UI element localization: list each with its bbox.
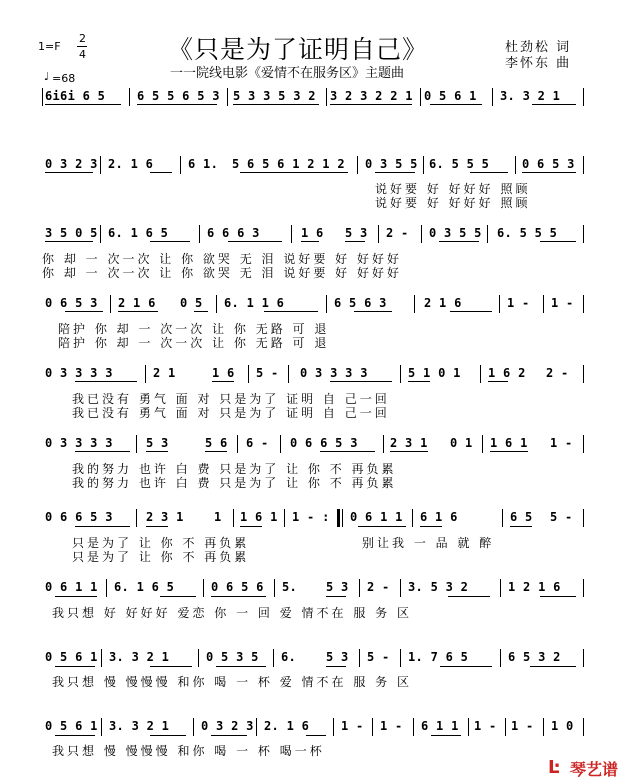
measure: 6 1 6 bbox=[420, 510, 458, 524]
measure: 3 2 3 2 2 1 bbox=[330, 89, 413, 103]
lyric-line-2: 陪护 你 却 一 次一次 让 你 无路 可 退 bbox=[58, 336, 330, 350]
measure: 1 6 1 bbox=[490, 436, 528, 450]
measure: 0 6 6 5 3 bbox=[290, 436, 358, 450]
measure: 1 - bbox=[341, 719, 364, 733]
measure: 2 1 6 bbox=[118, 296, 156, 310]
measure: 3 5 0 5 bbox=[45, 226, 98, 240]
measure: 5 3 bbox=[326, 650, 349, 664]
measure: 0 3 5 5 bbox=[365, 157, 418, 171]
measure: 0 3 2 3 bbox=[201, 719, 254, 733]
measure: 5 3 bbox=[326, 580, 349, 594]
measure: 5 1 0 1 bbox=[408, 366, 461, 380]
measure: 2 3 1 bbox=[146, 510, 184, 524]
measure: 1 - : bbox=[292, 510, 330, 524]
measure: 1 2 1 6 bbox=[508, 580, 561, 594]
lyric-line-1: 我只想 慢 慢慢慢 和你 喝 一 杯 爱 情不在 服 务 区 bbox=[52, 675, 412, 689]
measure: 0 6 6 5 3 bbox=[45, 510, 113, 524]
measure: 5 - bbox=[550, 510, 573, 524]
measure: 2 1 bbox=[153, 366, 176, 380]
measure: 1 - bbox=[550, 436, 573, 450]
measure: 0 6 1 1 bbox=[350, 510, 403, 524]
measure: 0 6 5 3 bbox=[522, 157, 575, 171]
measure: 0 1 bbox=[450, 436, 473, 450]
lyric-line-1: 只是为了 让 你 不 再负累 bbox=[72, 536, 250, 550]
measure: 0 6 5 3 bbox=[45, 296, 98, 310]
measure: 6 5 bbox=[510, 510, 533, 524]
measure: 1 0 bbox=[551, 719, 574, 733]
measure: 6. 5 5 5 bbox=[429, 157, 490, 171]
song-subtitle: 一一院线电影《爱情不在服务区》主题曲 bbox=[170, 66, 405, 81]
measure: 2. 1 6 bbox=[264, 719, 310, 733]
lyric-line-1: 我只想 好 好好好 爱恋 你 一 回 爱 情不在 服 务 区 bbox=[52, 606, 412, 620]
measure: 0 3 3 3 3 bbox=[300, 366, 368, 380]
measure: 0 3 3 3 3 bbox=[45, 436, 113, 450]
lyric-line-3: 别让我 一 品 就 醉 bbox=[362, 536, 495, 550]
lyric-line-1: 说好要 好 好好好 照顾 bbox=[375, 182, 531, 196]
measure: 2 - bbox=[386, 226, 409, 240]
measure: 2 3 1 bbox=[390, 436, 428, 450]
measure: 2. 1 6 bbox=[108, 157, 154, 171]
lyric-line-2: 我的努力 也许 白 费 只是为了 让 你 不 再负累 bbox=[72, 476, 397, 490]
measure: 5 3 3 5 3 2 bbox=[233, 89, 316, 103]
measure: 5 - bbox=[256, 366, 279, 380]
measure: 1 - bbox=[380, 719, 403, 733]
lyric-line-2: 说好要 好 好好好 照顾 bbox=[375, 196, 531, 210]
song-title: 《只是为了证明自己》 bbox=[168, 35, 429, 64]
lyric-line-1: 你 却 一 次一次 让 你 欲哭 无 泪 说好要 好 好好好 bbox=[42, 252, 402, 266]
measure: 1 6 1 bbox=[240, 510, 278, 524]
measure: 1 - bbox=[551, 296, 574, 310]
time-denominator: 4 bbox=[79, 48, 86, 61]
measure: 5 3 bbox=[146, 436, 169, 450]
lyric-line-1: 陪护 你 却 一 次一次 让 你 无路 可 退 bbox=[58, 322, 330, 336]
measure: 1 - bbox=[474, 719, 497, 733]
lyric-line-1: 我的努力 也许 白 费 只是为了 让 你 不 再负累 bbox=[72, 462, 397, 476]
measure: 1 - bbox=[507, 296, 530, 310]
measure: 2 1 6 bbox=[424, 296, 462, 310]
watermark-logo: 琴艺谱 bbox=[570, 760, 619, 779]
lyricist-credit: 杜劲松 词 bbox=[505, 40, 572, 55]
qinyipu-logo-icon: Ŀ bbox=[548, 757, 560, 778]
time-numerator: 2 bbox=[79, 32, 86, 45]
measure: 3. 3 2 1 bbox=[500, 89, 561, 103]
measure: 1. 7 6 5 bbox=[408, 650, 469, 664]
measure: 3. 5 3 2 bbox=[408, 580, 469, 594]
measure: 1 bbox=[214, 510, 222, 524]
measure: 1 6 bbox=[301, 226, 324, 240]
measure: 6 5 3 2 bbox=[508, 650, 561, 664]
measure: 5 - bbox=[367, 650, 390, 664]
lyric-line-2: 我已没有 勇气 面 对 只是为了 证明 自 己一回 bbox=[72, 406, 390, 420]
measure: 0 5 3 5 bbox=[206, 650, 259, 664]
lyric-line-2: 只是为了 让 你 不 再负累 bbox=[72, 550, 250, 564]
lyric-line-1: 我只想 慢 慢慢慢 和你 喝 一 杯 喝一杯 bbox=[52, 744, 325, 758]
key-signature: 1=F bbox=[38, 40, 61, 53]
measure: 3. 3 2 1 bbox=[109, 719, 170, 733]
measure: 0 6 5 6 bbox=[211, 580, 264, 594]
quarter-note-icon: ♩ bbox=[44, 70, 50, 83]
measure: 6i6i 6 5 bbox=[45, 89, 106, 103]
measure: 1 - bbox=[511, 719, 534, 733]
measure: 6. bbox=[281, 650, 297, 664]
measure: 0 3 3 3 3 bbox=[45, 366, 113, 380]
measure: 6 1. bbox=[188, 157, 219, 171]
tempo-marking: =68 bbox=[52, 72, 76, 85]
measure: 3. 3 2 1 bbox=[109, 650, 170, 664]
measure: 0 5 6 1 bbox=[45, 719, 98, 733]
measure: 0 6 1 1 bbox=[45, 580, 98, 594]
measure: 6. 1 6 5 bbox=[114, 580, 175, 594]
lyric-line-2: 你 却 一 次一次 让 你 欲哭 无 泪 说好要 好 好好好 bbox=[42, 266, 402, 280]
measure: 6 5 6 3 bbox=[334, 296, 387, 310]
measure: 0 5 6 1 bbox=[45, 650, 98, 664]
measure: 6 6 6 3 bbox=[207, 226, 260, 240]
measure: 5 6 bbox=[205, 436, 228, 450]
measure: 0 5 bbox=[180, 296, 203, 310]
measure: 5 6 5 6 1 2 1 2 bbox=[232, 157, 345, 171]
measure: 0 3 2 3 bbox=[45, 157, 98, 171]
time-fraction-line bbox=[77, 46, 87, 47]
composer-credit: 李怀东 曲 bbox=[505, 56, 572, 71]
measure: 6. 1 1 6 bbox=[224, 296, 285, 310]
measure: 1 6 2 bbox=[488, 366, 526, 380]
measure: 6 5 5 6 5 3 bbox=[137, 89, 220, 103]
measure: 2 - bbox=[367, 580, 390, 594]
measure: 1 6 bbox=[212, 366, 235, 380]
measure: 5. bbox=[282, 580, 298, 594]
measure: 6 1 1 bbox=[421, 719, 459, 733]
measure: 0 5 6 1 bbox=[424, 89, 477, 103]
measure: 6. 1 6 5 bbox=[108, 226, 169, 240]
measure: 2 - bbox=[546, 366, 569, 380]
measure: 6 - bbox=[246, 436, 269, 450]
lyric-line-1: 我已没有 勇气 面 对 只是为了 证明 自 己一回 bbox=[72, 392, 390, 406]
measure: 6. 5 5 5 bbox=[497, 226, 558, 240]
measure: 5 3 bbox=[345, 226, 368, 240]
measure: 0 3 5 5 bbox=[429, 226, 482, 240]
